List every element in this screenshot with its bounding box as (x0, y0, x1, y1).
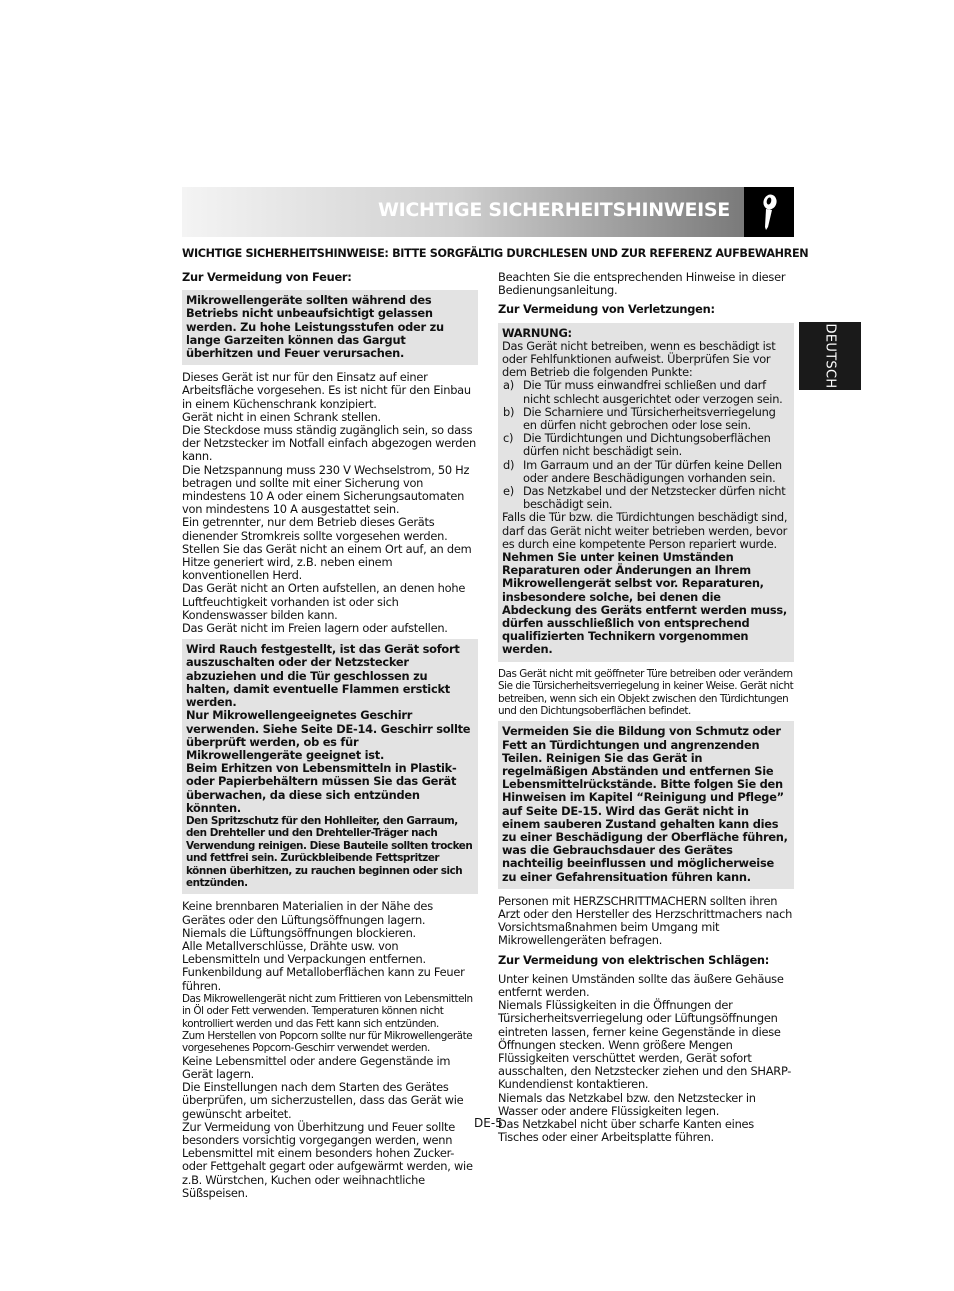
list-item (502, 459, 790, 485)
list-item-label: e) (503, 484, 514, 499)
fire-warning-box (182, 290, 478, 365)
dirt-warning-box (498, 721, 794, 888)
box-small-paragraph: Den Spritzschutz für den Hohlleiter, den Garraum, den Drehteller und den Drehteller-Träger nach Verwendung reinigen. Diese Bauteile sollten trocken und fettfrei sein. Zurückbleibende Fettspritzer können überhitzen, zu rauchen beginnen oder sich entzünden. (186, 814, 473, 889)
pacemaker-paragraph: Personen mit HERZSCHRITTMACHERN sollten ihren Arzt oder den Hersteller des Herzschrittmachers nach Vorsichtsmaßnahmen beim Umgang mit Mikrowellengeräten befragen. (498, 893, 793, 948)
language-tab (799, 322, 861, 390)
section-header-bar (182, 187, 794, 237)
warning-text: Das Gerät nicht betreiben, wenn es beschädigt ist oder Fehlfunktionen aufweist. Überprüfen Sie vor dem Betrieb die folgenden Punkte: (502, 338, 776, 380)
header-icon-box (744, 187, 794, 237)
list-item (502, 379, 790, 405)
paragraph: Die Steckdose muss ständig zugänglich sein, so dass der Netzstecker im Notfall einfach abgezogen werden kann. (182, 423, 476, 464)
warning-bold-text: Nehmen Sie unter keinen Umständen Reparaturen oder Änderungen an Ihrem Mikrowellengerät selbst vor. Reparaturen, insbesondere solche, bei denen die Abdeckung des Geräts entfernt werden muss, dürfen ausschließlich von entsprechend qualifizierten Technikern vorgenommen werden. (502, 550, 787, 657)
fire-warning-text: Mikrowellengeräte sollten während des Betriebs nicht unbeaufsichtigt gelassen werden. Zu hohe Leistungsstufen oder zu lange Garzeiten können das Gargut überhitzen und Feuer verursachen. (186, 293, 444, 361)
list-item-text: Im Garraum und an der Tür dürfen keine Dellen oder andere Beschädigungen vorhanden sein. (523, 457, 782, 485)
list-item-text: Die Türdichtungen und Dichtungsoberflächen dürfen nicht beschädigt sein. (523, 431, 771, 459)
page-subtitle: WICHTIGE SICHERHEITSHINWEISE: BITTE SORGFÄLTIG DURCHLESEN UND ZUR REFERENZ AUFBEWAHREN (182, 247, 809, 260)
warning-after-text: Falls die Tür bzw. die Türdichtungen beschädigt sind, darf das Gerät nicht weiter betrieben werden, bevor es durch eine kompetente Person repariert wurde. (502, 510, 788, 551)
intro-paragraph: Beachten Sie die entsprechenden Hinweise in dieser Bedienungsanleitung. (498, 270, 786, 298)
fire-heading: Zur Vermeidung von Feuer: (182, 270, 352, 284)
list-item-label: b) (503, 404, 515, 419)
warning-title: WARNUNG: (502, 325, 572, 340)
right-column (498, 271, 794, 1144)
smoke-warning-box (182, 639, 478, 894)
paragraph: Zur Vermeidung von Überhitzung und Feuer sollte besonders vorsichtig vorgegangen werden, wenn Lebensmittel mit einem besonders hohen Zucker- oder Fettgehalt gegart oder aufgewärmt werden, wie z.B. Würstchen, Kuchen oder weihnachtliche Süßspeisen. (182, 1119, 473, 1200)
paragraph: Keine brennbaren Materialien in der Nähe des Gerätes oder den Lüftungsöffnungen lagern. (182, 899, 433, 927)
list-item (502, 406, 790, 432)
injury-heading: Zur Vermeidung von Verletzungen: (498, 302, 715, 317)
tip-pen-icon (753, 193, 785, 231)
section-title: WICHTIGE SICHERHEITSHINWEISE (377, 199, 730, 221)
paragraph: Die Netzspannung muss 230 V Wechselstrom, 50 Hz betragen und sollte mit einer Sicherung von mindestens 10 A oder einem Sicherungsautomaten von mindestens 10 A ausgestattet sein. (182, 462, 470, 517)
warning-checklist (502, 379, 790, 511)
paragraph: Alle Metallverschlüsse, Drähte usw. von Lebensmitteln und Verpackungen entfernen. Funkenbildung auf Metalloberflächen kann zu Feuer führen. (182, 938, 465, 993)
box-paragraph: Beim Erhitzen von Lebensmitteln in Plastik- oder Papierbehältern müssen Sie das Gerät überwachen, da diese sich entzünden könnten. (186, 761, 457, 815)
paragraph: Niemals die Lüftungsöffnungen blockieren. (182, 925, 416, 940)
paragraph: Niemals das Netzkabel bzw. den Netzstecker in Wasser oder andere Flüssigkeiten legen. (498, 1090, 756, 1118)
shock-heading: Zur Vermeidung von elektrischen Schlägen: (498, 952, 770, 967)
paragraph: Das Netzkabel nicht über scharfe Kanten eines Tisches oder einer Arbeitsplatte führen. (498, 1117, 754, 1145)
paragraph: Keine Lebensmittel oder andere Gegenstände im Gerät lagern. (182, 1053, 451, 1082)
fire-paragraphs (182, 371, 478, 635)
list-item-text: Die Tür muss einwandfrei schließen und darf nicht schlecht ausgerichtet oder verzogen sein. (523, 378, 783, 406)
paragraph: Stellen Sie das Gerät nicht an einem Ort auf, an dem Hitze generiert wird, z.B. neben einem konventionellen Herd. (182, 541, 472, 583)
list-item-label: d) (503, 457, 515, 472)
paragraph: Ein getrennter, nur dem Betrieb dieses Geräts dienender Stromkreis sollte vorgesehen werden. (182, 515, 448, 543)
dirt-warning-text: Vermeiden Sie die Bildung von Schmutz oder Fett an Türdichtungen und angrenzenden Teilen. Reinigen Sie das Gerät in regelmäßigen Abständen und entfernen Sie Lebensmittelrückstände. Bitte folgen Sie den Hinweisen im Kapitel “Reinigung und Pflege” auf Seite DE-15. Wird das Gerät nicht in einem sauberen Zustand gehalten kann dies zu einer Beschädigung der Oberfläche führen, was die Gebrauchsdauer des Gerätes nachteilig beeinflussen und möglicherweise zu einer Gefahrensituation führen kann. (502, 724, 788, 884)
paragraph: Gerät nicht in einen Schrank stellen. (182, 409, 381, 424)
paragraph: Dieses Gerät ist nur für den Einsatz auf einer Arbeitsfläche vorgesehen. Es ist nicht für den Einbau in einem Küchenschrank konzipiert. (182, 370, 471, 411)
door-small-paragraph: Das Gerät nicht mit geöffneter Türe betreiben oder verändern Sie die Türsicherheitsverriegelung in keiner Weise. Gerät nicht betreiben, wenn sich ein Objekt zwischen den Türdichtungen und den Dichtungsoberflächen befindet. (498, 667, 794, 717)
box-paragraph: Wird Rauch festgestellt, ist das Gerät sofort auszuschalten oder der Netzstecker abzuziehen und die Tür geschlossen zu halten, damit eventuelle Flammen erstickt werden. (186, 642, 460, 710)
box-paragraph: Nur Mikrowellengeeignetes Geschirr verwenden. Siehe Seite DE-14. Geschirr sollte überprüft werden, ob es für Mikrowellengeräte geeignet ist. (186, 708, 471, 762)
list-item-label: c) (503, 431, 514, 446)
shock-paragraphs (498, 973, 794, 1145)
fire-paragraphs-2 (182, 900, 478, 1200)
warning-box (498, 323, 794, 662)
list-item-label: a) (503, 378, 514, 393)
small-paragraph: Das Mikrowellengerät nicht zum Frittieren von Lebensmitteln in Öl oder Fett verwenden. Temperaturen können nicht kontrolliert werden und das Fett kann sich entzünden. (182, 992, 473, 1030)
paragraph: Das Gerät nicht an Orten aufstellen, an denen hohe Luftfeuchtigkeit vorhanden ist oder sich Kondenswasser bilden kann. (182, 581, 466, 622)
small-paragraph: Zum Herstellen von Popcorn sollte nur für Mikrowellengeräte vorgesehenes Popcorn-Geschirr verwendet werden. (182, 1030, 473, 1055)
paragraph: Unter keinen Umständen sollte das äußere Gehäuse entfernt werden. (498, 971, 784, 999)
list-item (502, 485, 790, 511)
list-item-text: Das Netzkabel und der Netzstecker dürfen nicht beschädigt sein. (523, 484, 786, 512)
paragraph: Das Gerät nicht im Freien lagern oder aufstellen. (182, 621, 448, 636)
list-item (502, 432, 790, 458)
paragraph: Niemals Flüssigkeiten in die Öffnungen der Türsicherheitsverriegelung oder Lüftungsöffnungen eintreten lassen, ferner keine Gegenstände in diese Öffnungen stecken. Wenn größere Mengen Flüssigkeiten verschüttet werden, Gerät sofort ausschalten, den Netzstecker ziehen und den SHARP-Kundendienst kontaktieren. (498, 998, 792, 1092)
page-number: DE-5 (474, 1116, 503, 1130)
left-column (182, 271, 478, 1200)
paragraph: Die Einstellungen nach dem Starten des Gerätes überprüfen, um sicherzustellen, dass das Gerät wie gewünscht arbeitet. (182, 1080, 464, 1121)
list-item-text: Die Scharniere und Türsicherheitsverriegelung en dürfen nicht gebrochen oder lose sein. (523, 404, 776, 433)
language-tab-label: DEUTSCH (822, 323, 838, 389)
